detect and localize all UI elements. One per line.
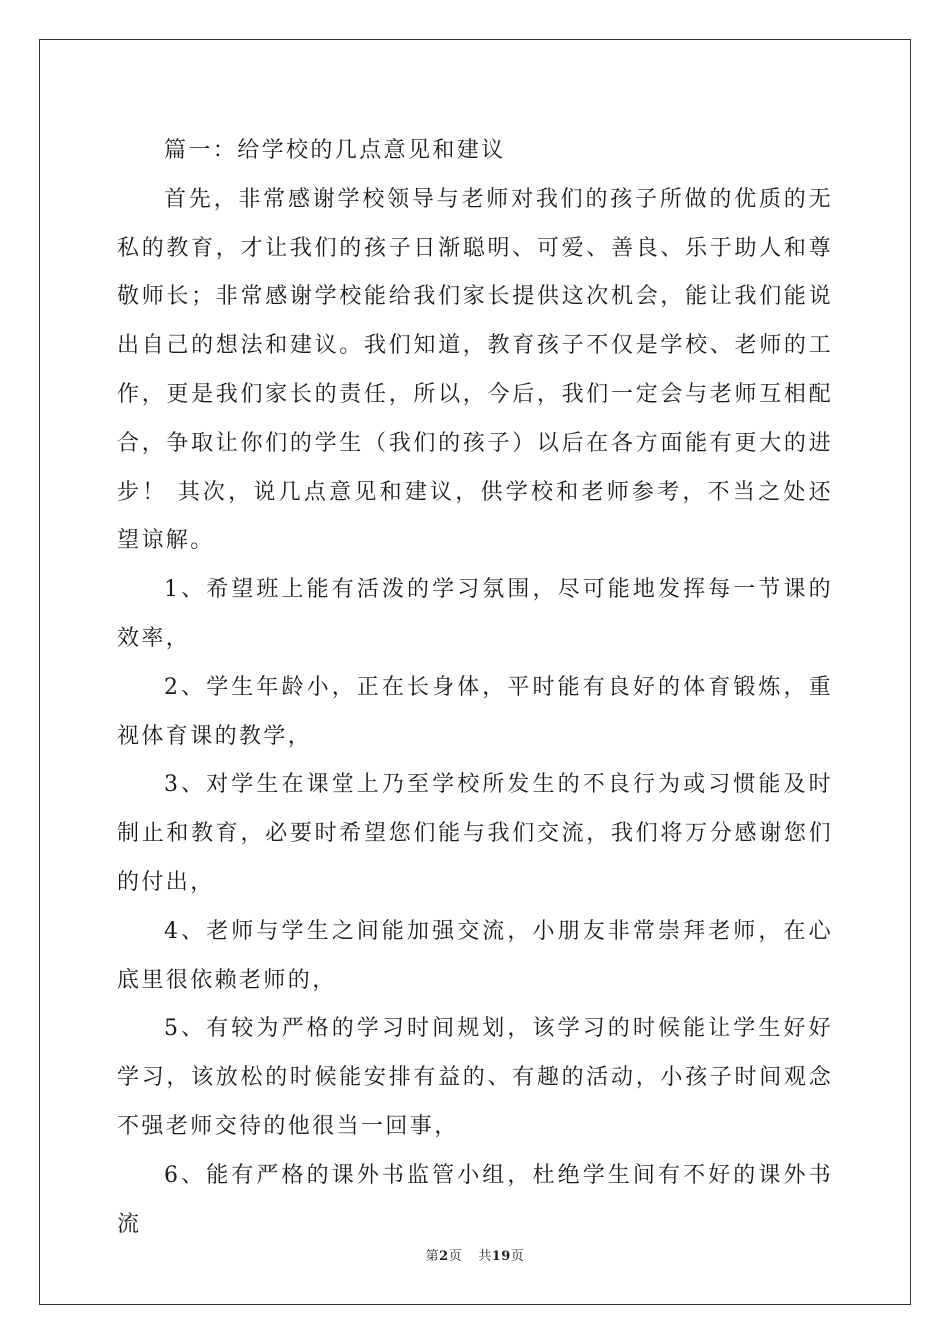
total-prefix: 共 [478, 1249, 492, 1264]
total-pages: 19 [491, 1249, 511, 1264]
page-footer [0, 1245, 950, 1264]
total-pages-indicator [478, 1249, 524, 1264]
page-suffix: 页 [448, 1249, 463, 1264]
page-prefix: 第 [425, 1249, 440, 1264]
paragraph-item-3: 3、对学生在课堂上乃至学校所发生的不良行为或习惯能及时制止和教育，必要时希望您们能与我们交流，我们将万分感谢您们的付出， [117, 772, 833, 895]
paragraph-intro: 首先，非常感谢学校领导与老师对我们的孩子所做的优质的无私的教育，才让我们的孩子日渐聪明、可爱、善良、乐于助人和尊敬师长；非常感谢学校能给我们家长提供这次机会，能让我们能说出自己的想法和建议。我们知道，教育孩子不仅是学校、老师的工作，更是我们家长的责任，所以，今后，我们一定会与老师互相配合，争取让你们的学生（我们的孩子）以后在各方面能有更大的进步！ 其次，说几点意见和建议，供学校和老师参考，不当之处还望谅解。 [117, 186, 833, 554]
paragraph-item-6: 6、能有严格的课外书监管小组，杜绝学生间有不好的课外书流 [117, 1162, 833, 1237]
document-body [117, 127, 833, 1249]
total-suffix: 页 [510, 1249, 525, 1264]
paragraph-item-1: 1、希望班上能有活泼的学习氛围，尽可能地发挥每一节课的效率， [117, 577, 833, 651]
page-indicator [426, 1249, 463, 1264]
page-number: 2 [439, 1249, 449, 1264]
document-title: 篇一：给学校的几点意见和建议 [164, 138, 506, 163]
paragraph-item-5: 5、有较为严格的学习时间规划，该学习的时候能让学生好好学习，该放松的时候能安排有益的、有趣的活动，小孩子时间观念不强老师交待的他很当一回事， [117, 1016, 833, 1139]
paragraph-item-4: 4、老师与学生之间能加强交流，小朋友非常崇拜老师，在心底里很依赖老师的， [117, 918, 833, 993]
paragraph-item-2: 2、学生年龄小，正在长身体，平时能有良好的体育锻炼，重视体育课的教学， [117, 674, 833, 749]
